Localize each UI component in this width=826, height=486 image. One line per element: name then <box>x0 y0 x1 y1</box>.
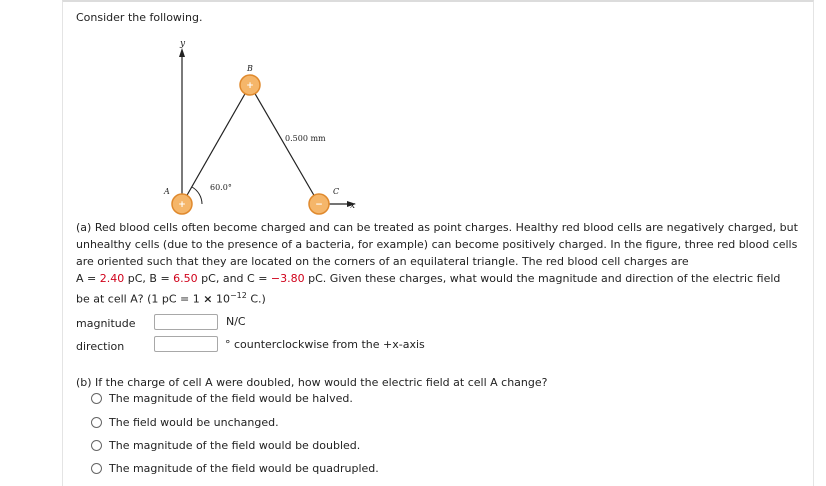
charge-b-prefix: pC, B = <box>124 272 174 285</box>
y-axis-arrow-icon <box>179 48 185 57</box>
radio-option-2[interactable] <box>91 417 102 428</box>
charge-c-value: −3.80 <box>270 272 305 285</box>
option-4-label[interactable]: The magnitude of the field would be quadrupled. <box>109 462 379 475</box>
angle-label: 60.0° <box>210 183 232 192</box>
side-length-label: 0.500 mm <box>285 134 326 143</box>
cell-c-label: C <box>333 187 340 196</box>
charge-b-value: 6.50 <box>173 272 198 285</box>
option-2-label[interactable]: The field would be unchanged. <box>109 416 279 429</box>
radio-option-3[interactable] <box>91 440 102 451</box>
part-b-question: (b) If the charge of cell A were doubled, how would the electric field at cell A change? <box>76 376 548 389</box>
times-symbol: × <box>203 292 213 306</box>
magnitude-label: magnitude <box>76 317 136 330</box>
radio-option-4[interactable] <box>91 463 102 474</box>
cell-a-sign: + <box>178 200 186 210</box>
option-1-label[interactable]: The magnitude of the field would be halved. <box>109 392 353 405</box>
direction-label: direction <box>76 340 125 353</box>
part-a-line-5 <box>76 291 266 306</box>
line5-end: C.) <box>246 292 266 306</box>
y-axis-label: y <box>180 39 186 49</box>
part-a-line-3: are oriented such that they are located on the corners of an equilateral triangle. The red blood cell charges are <box>76 255 689 268</box>
charge-c-prefix: pC, and C = <box>197 272 271 285</box>
direction-unit: ° counterclockwise from the +x-axis <box>225 338 425 351</box>
exponent: −12 <box>229 291 247 300</box>
charges-line-suffix: pC. Given these charges, what would the magnitude and direction of the electric field <box>304 272 781 285</box>
part-a-charges-line <box>76 272 780 285</box>
charge-a-value: 2.40 <box>99 272 125 285</box>
ten-text: 10 <box>212 292 230 306</box>
radio-option-1[interactable] <box>91 393 102 404</box>
direction-input[interactable] <box>154 336 218 352</box>
option-3-label[interactable]: The magnitude of the field would be doubled. <box>109 439 361 452</box>
line5-start: be at cell A? (1 pC = 1 <box>76 292 204 306</box>
triangle-figure <box>150 38 370 220</box>
part-a-line-1: (a) Red blood cells often become charged and can be treated as point charges. Healthy red blood cells are negatively charged, but <box>76 221 798 234</box>
cell-c-sign: − <box>315 200 323 210</box>
magnitude-input[interactable] <box>154 314 218 330</box>
cell-b-sign: + <box>246 81 254 91</box>
magnitude-unit: N/C <box>226 315 246 328</box>
part-a-line-2: unhealthy cells (due to the presence of a bacteria, for example) can become positively charged. In the figure, three red blood cells <box>76 238 798 251</box>
x-axis-label: x <box>350 201 356 211</box>
cell-a-label: A <box>164 187 170 196</box>
cell-b-label: B <box>247 64 253 73</box>
charge-a-prefix: A = <box>76 272 100 285</box>
intro-text: Consider the following. <box>76 11 203 24</box>
